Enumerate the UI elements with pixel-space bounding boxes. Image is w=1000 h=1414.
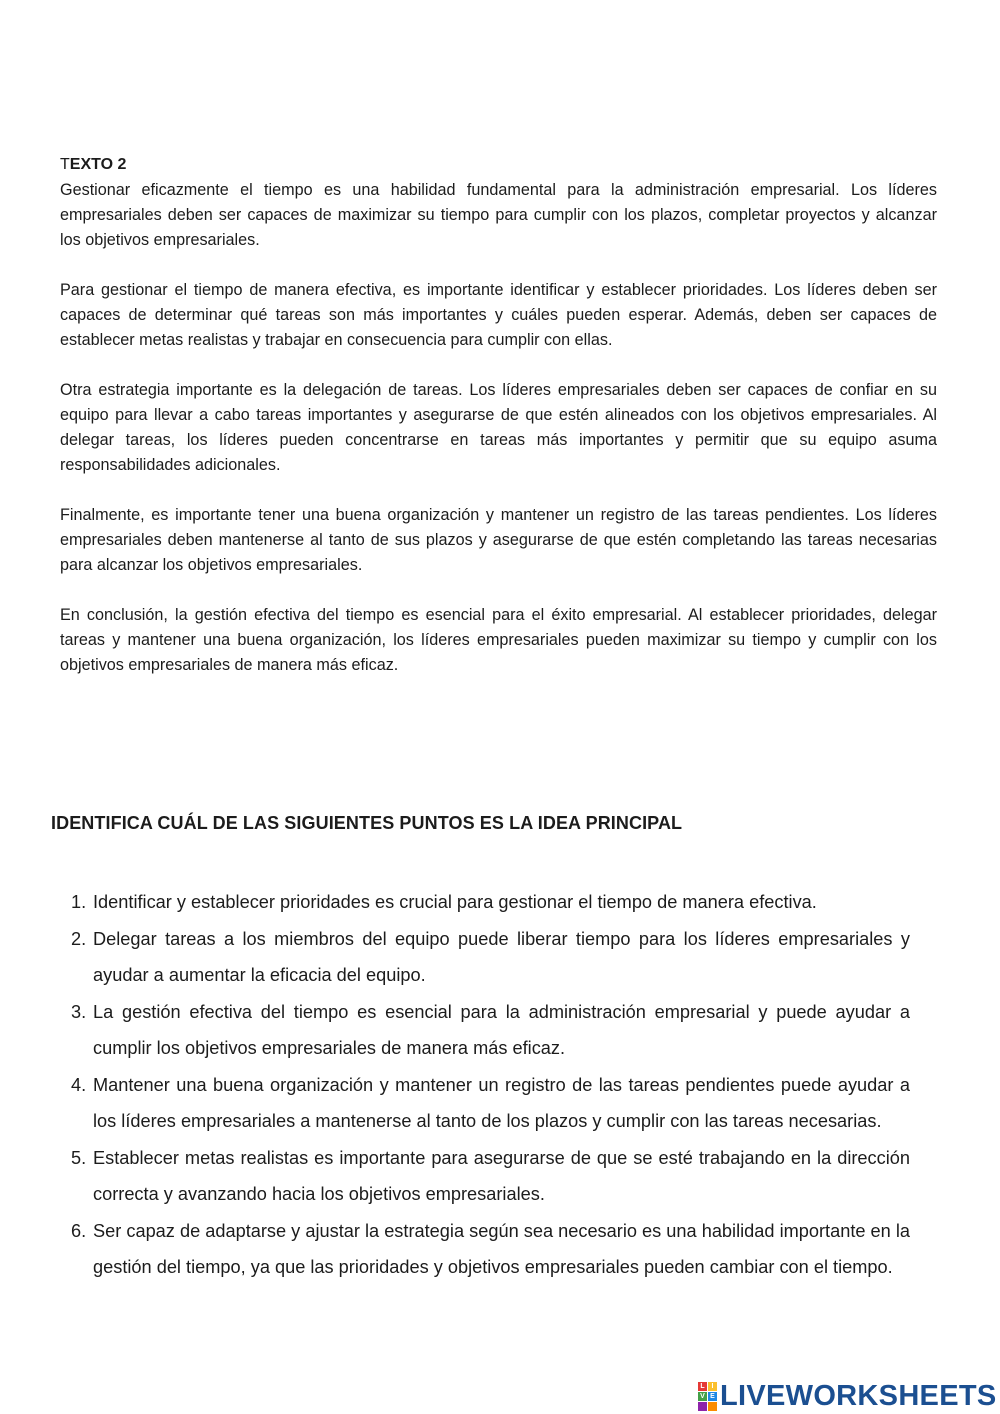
document-title-rest: EXTO 2: [69, 156, 127, 173]
logo-tile: I: [708, 1382, 717, 1391]
logo-tile: [708, 1402, 717, 1411]
answer-option[interactable]: [71, 1067, 910, 1140]
paragraph: En conclusión, la gestión efectiva del tiempo es esencial para el éxito empresarial. Al establecer prioridades, delegar tareas y mantener una buena organización, los líderes empresariales pueden maximizar su tiempo y cumplir con los objetivos empresariales de manera más eficaz.: [60, 606, 937, 674]
question-heading: IDENTIFICA CUÁL DE LAS SIGUIENTES PUNTOS ES LA IDEA PRINCIPAL: [51, 813, 683, 833]
option-text: Establecer metas realistas es importante para asegurarse de que se esté trabajando en la dirección correcta y avanzando hacia los objetivos empresariales.: [93, 1147, 910, 1204]
reading-text: [60, 178, 937, 703]
logo-tile: [698, 1402, 707, 1411]
logo-tile: L: [698, 1382, 707, 1391]
paragraph: Para gestionar el tiempo de manera efectiva, es importante identificar y establecer prioridades. Los líderes deben ser capaces de determinar qué tareas son más importantes y cuáles pueden esperar. Además, deben ser capaces de establecer metas realistas y trabajar en consecuencia para cumplir con ellas.: [60, 281, 937, 349]
option-number: 1.: [71, 892, 87, 912]
answer-option[interactable]: [71, 994, 910, 1067]
option-number: 4.: [71, 1074, 87, 1095]
option-number: 2.: [71, 928, 87, 949]
option-number: 3.: [71, 1001, 87, 1022]
option-text: Identificar y establecer prioridades es crucial para gestionar el tiempo de manera efectiva.: [93, 892, 817, 912]
option-text: Delegar tareas a los miembros del equipo puede liberar tiempo para los líderes empresariales y ayudar a aumentar la eficacia del equipo.: [93, 928, 910, 985]
answer-option[interactable]: [71, 1140, 910, 1213]
document-title: [60, 156, 126, 174]
option-number: 6.: [71, 1220, 87, 1241]
paragraph: Otra estrategia importante es la delegación de tareas. Los líderes empresariales deben ser capaces de confiar en su equipo para llevar a cabo tareas importantes y asegurarse de que estén alineados con los objetivos empresariales. Al delegar tareas, los líderes pueden concentrarse en tareas más importantes y permitir que su equipo asuma responsabilidades adicionales.: [60, 381, 937, 474]
logo-tile: V: [698, 1392, 707, 1401]
option-text: Ser capaz de adaptarse y ajustar la estrategia según sea necesario es una habilidad importante en la gestión del tiempo, ya que las prioridades y objetivos empresariales pueden cambiar con el tiempo.: [93, 1220, 910, 1277]
logo-tile: E: [708, 1392, 717, 1401]
option-text: La gestión efectiva del tiempo es esencial para la administración empresarial y puede ayudar a cumplir los objetivos empresariales de manera más eficaz.: [93, 1001, 910, 1058]
document-title-initial: T: [60, 156, 70, 173]
liveworksheets-logo[interactable]: [698, 1380, 997, 1412]
option-text: Mantener una buena organización y mantener un registro de las tareas pendientes puede ayudar a los líderes empresariales a mantenerse al tanto de los plazos y cumplir con las tareas necesarias.: [93, 1074, 910, 1131]
paragraph: Finalmente, es importante tener una buena organización y mantener un registro de las tareas pendientes. Los líderes empresariales deben mantenerse al tanto de sus plazos y asegurarse de que estén completando las tareas necesarias para alcanzar los objetivos empresariales.: [60, 506, 937, 574]
paragraph: Gestionar eficazmente el tiempo es una habilidad fundamental para la administración empresarial. Los líderes empresariales deben ser capaces de maximizar su tiempo para cumplir con los plazos, completar proyectos y alcanzar los objetivos empresariales.: [60, 181, 937, 249]
answer-option[interactable]: [71, 1213, 910, 1286]
answer-option[interactable]: [71, 921, 910, 994]
option-number: 5.: [71, 1147, 87, 1168]
liveworksheets-wordmark: LIVEWORKSHEETS: [720, 1379, 997, 1412]
answer-option[interactable]: [71, 884, 910, 921]
liveworksheets-logo-icon: [698, 1382, 717, 1411]
answer-options-list: [71, 884, 910, 1286]
